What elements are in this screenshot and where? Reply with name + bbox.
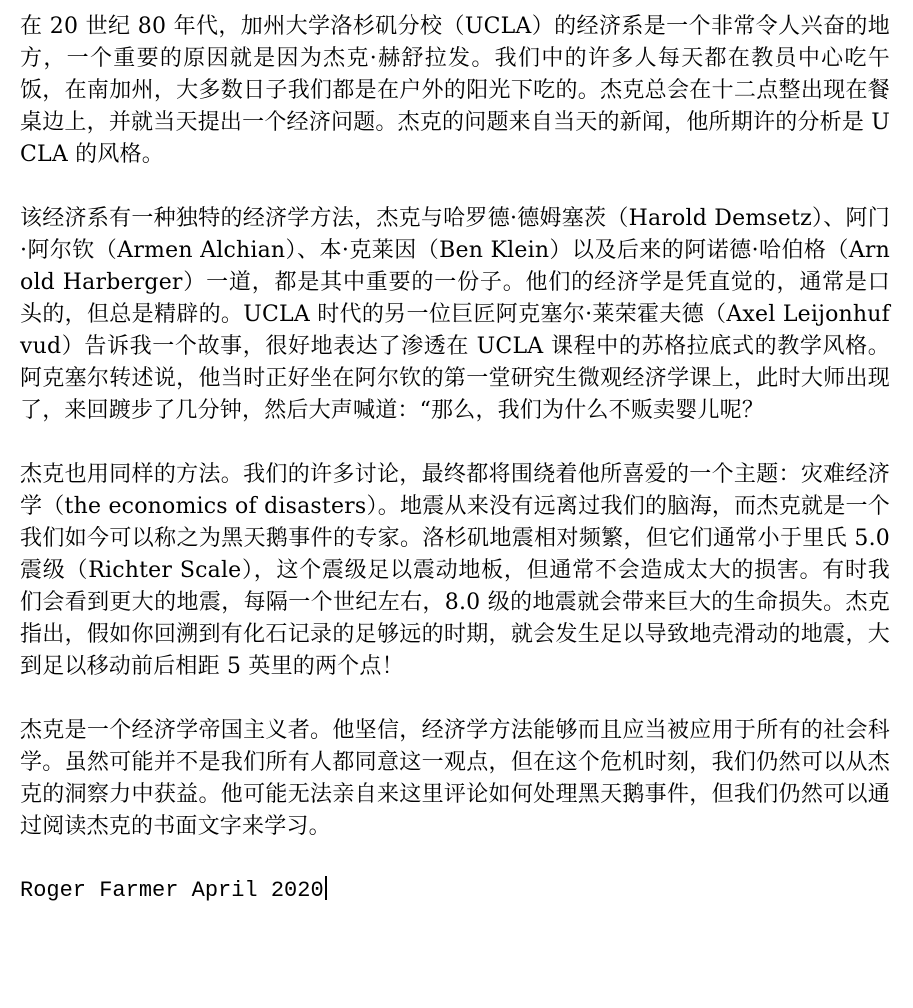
document-body[interactable] (20, 11, 890, 907)
signature-line (20, 875, 890, 907)
paragraph-spacer (20, 427, 890, 459)
signature-text: Roger Farmer April 2020 (20, 878, 324, 903)
paragraph-3: 杰克也用同样的方法。我们的许多讨论，最终都将围绕着他所喜爱的一个主题：灾难经济学（the economics of disasters）。地震从来没有远离过我们的脑海，而杰克就是一个我们如今可以称之为黑天鹅事件的专家。洛杉矶地震相对频繁，但它们通常小于里氏 5.0 震级（Richter Scale），这个震级足以震动地板，但通常不会造成太大的损害。有时我们会看到更大的地震，每隔一个世纪左右，8.0 级的地震就会带来巨大的生命损失。杰克指出，假如你回溯到有化石记录的足够远的时期，就会发生足以导致地壳滑动的地震，大到足以移动前后相距 5 英里的两个点！ (20, 462, 890, 679)
paragraph-spacer (20, 683, 890, 715)
paragraph-1: 在 20 世纪 80 年代，加州大学洛杉矶分校（UCLA）的经济系是一个非常令人兴奋的地方，一个重要的原因就是因为杰克·赫舒拉发。我们中的许多人每天都在教员中心吃午饭，在南加州，大多数日子我们都是在户外的阳光下吃的。杰克总会在十二点整出现在餐桌边上，并就当天提出一个经济问题。杰克的问题来自当天的新闻，他所期许的分析是 UCLA 的风格。 (20, 14, 890, 167)
text-cursor (325, 876, 327, 900)
paragraph-spacer (20, 843, 890, 875)
paragraph-spacer (20, 171, 890, 203)
paragraph-2: 该经济系有一种独特的经济学方法，杰克与哈罗德·德姆塞茨（Harold Demsetz）、阿门·阿尔钦（Armen Alchian）、本·克莱因（Ben Klein）以及后来的阿诺德·哈伯格（Arnold Harberger）一道，都是其中重要的一份子。他们的经济学是凭直觉的，通常是口头的，但总是精辟的。UCLA 时代的另一位巨匠阿克塞尔·莱荣霍夫德（Axel Leijonhufvud）告诉我一个故事，很好地表达了渗透在 UCLA 课程中的苏格拉底式的教学风格。阿克塞尔转述说，他当时正好坐在阿尔钦的第一堂研究生微观经济学课上，此时大师出现了，来回踱步了几分钟，然后大声喊道：“那么，我们为什么不贩卖婴儿呢？ (20, 206, 890, 423)
paragraph-4: 杰克是一个经济学帝国主义者。他坚信，经济学方法能够而且应当被应用于所有的社会科学。虽然可能并不是我们所有人都同意这一观点，但在这个危机时刻，我们仍然可以从杰克的洞察力中获益。他可能无法亲自来这里评论如何处理黑天鹅事件，但我们仍然可以通过阅读杰克的书面文字来学习。 (20, 718, 890, 839)
